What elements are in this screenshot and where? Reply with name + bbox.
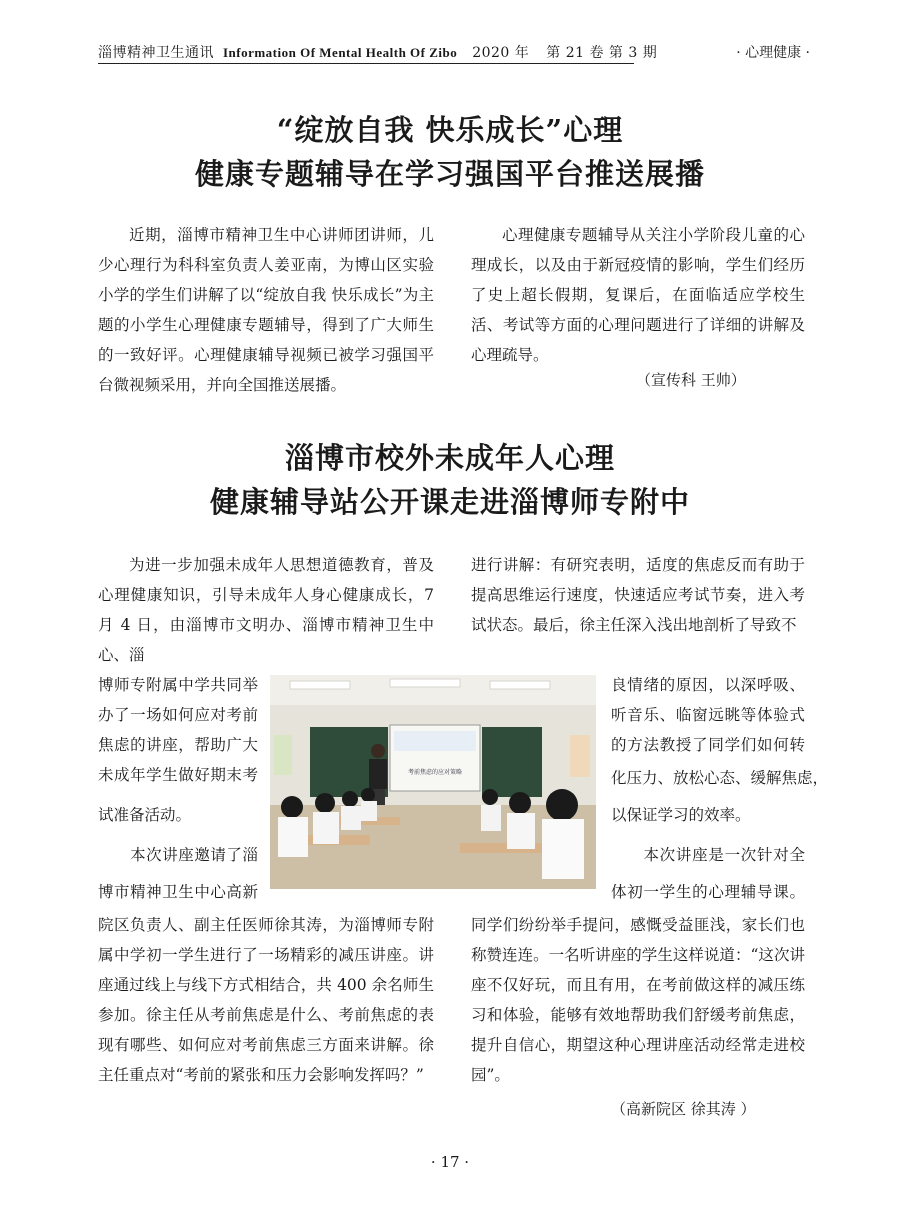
article2-left-wrap-line: 博师专附属中学共同举 — [98, 676, 258, 694]
article2-title-line2: 健康辅导站公开课走进淄博师专附中 — [209, 485, 690, 519]
article2-byline: （高新院区 徐其涛 ） — [611, 1100, 756, 1118]
article2-left-wrap-line: 博市精神卫生中心高新 — [98, 883, 258, 901]
article2-left-bottom-paragraph: 院区负责人、副主任医师徐其涛，为淄博师专附属中学初一学生进行了一场精彩的减压讲座。讲座通过线上与线下方式相结合，共 400 余名师生参加。徐主任从考前焦虑是什么、考前焦虑的表现有哪些、如何应对考前焦虑三方面来讲解。徐主任重点对“考前的紧张和压力会影响发挥吗？” — [98, 916, 434, 1084]
article1-title-line1: “绽放自我 快乐成长”心理 — [276, 113, 624, 147]
article2-right-wrap-line: 体初一学生的心理辅导课。 — [611, 883, 805, 901]
journal-info — [98, 42, 657, 62]
article2-left-bottom — [98, 910, 434, 1090]
article2-right-top — [471, 550, 805, 640]
article2-right-wrap-line: 本次讲座是一次针对全 — [611, 846, 805, 864]
article2-left-wrap-line: 试准备活动。 — [98, 806, 192, 824]
article2-left-top-paragraph: 为进一步加强未成年人思想道德教育，普及心理健康知识，引导未成年人身心健康成长，7 月 4 日，由淄博市文明办、淄博市精神卫生中心、淄 — [98, 556, 434, 664]
article2-right-wrap-line: 良情绪的原因，以深呼吸、 — [611, 676, 805, 694]
article2-right-wrap-line: 化压力、放松心态、缓解焦虑， — [611, 769, 829, 787]
classroom-illustration — [270, 675, 596, 889]
article1-left-paragraph: 近期，淄博市精神卫生中心讲师团讲师，儿少心理行为科科室负责人姜亚南，为博山区实验小学的学生们讲解了以“绽放自我 快乐成长”为主题的小学生心理健康专题辅导，得到了广大师生的一致好评。心理健康辅导视频已被学习强国平台微视频采用，并向全国推送展播。 — [98, 226, 434, 394]
article2-left-wrap-line: 办了一场如何应对考前 — [98, 706, 258, 724]
article2-left-top — [98, 550, 434, 670]
journal-title-en: Information Of Mental Health Of Zibo — [222, 45, 458, 60]
article2-right-wrap-line: 的方法教授了同学们如何转 — [611, 736, 805, 754]
article2-right-wrap-line: 听音乐、临窗远眺等体验式 — [611, 706, 805, 724]
article1-left-column — [98, 220, 434, 400]
article2-title-line1: 淄博市校外未成年人心理 — [284, 441, 615, 475]
article1-right-paragraph: 心理健康专题辅导从关注小学阶段儿童的心理成长，以及由于新冠疫情的影响，学生们经历了史上超长假期，复课后，在面临适应学校生活、考试等方面的心理问题进行了详细的讲解及心理疏导。 — [471, 226, 805, 364]
page-number: · 17 · — [430, 1153, 470, 1171]
running-header — [90, 38, 810, 64]
article2-left-wrap-line: 本次讲座邀请了淄 — [98, 846, 258, 864]
section-label: · 心理健康 · — [736, 45, 810, 61]
article2-right-top-paragraph: 进行讲解：有研究表明，适度的焦虑反而有助于提高思维运行速度，快速适应考试节奏，进入考试状态。最后，徐主任深入浅出地剖析了导致不 — [471, 556, 805, 634]
journal-volume: 第 21 卷 — [546, 45, 604, 61]
journal-year: 2020 年 — [472, 45, 530, 61]
article2-right-wrap-line: 以保证学习的效率。 — [611, 806, 751, 824]
article1-byline: （宣传科 王帅） — [636, 371, 746, 389]
article2-left-wrap-line: 焦虑的讲座，帮助广大 — [98, 736, 258, 754]
article2-right-bottom — [471, 910, 805, 1090]
article2-left-wrap-line: 未成年学生做好期末考 — [98, 766, 258, 784]
article1-title-line2: 健康专题辅导在学习强国平台推送展播 — [194, 157, 705, 191]
article2-right-bottom-paragraph: 同学们纷纷举手提问，感慨受益匪浅，家长们也称赞连连。一名听讲座的学生这样说道：“这次讲座不仅好玩，而且有用，在考前做这样的减压练习和体验，能够有效地帮助我们舒缓考前焦虑，提升自信心，期望这种心理讲座活动经常走进校园”。 — [471, 916, 805, 1084]
header-rule — [98, 63, 634, 64]
article1-right-column — [471, 220, 805, 370]
journal-issue: 第 3 期 — [608, 45, 658, 61]
slide-text: 考前焦虑的应对策略 — [407, 769, 463, 776]
classroom-photo — [270, 675, 596, 889]
journal-title-cn: 淄博精神卫生通讯 — [98, 45, 214, 61]
